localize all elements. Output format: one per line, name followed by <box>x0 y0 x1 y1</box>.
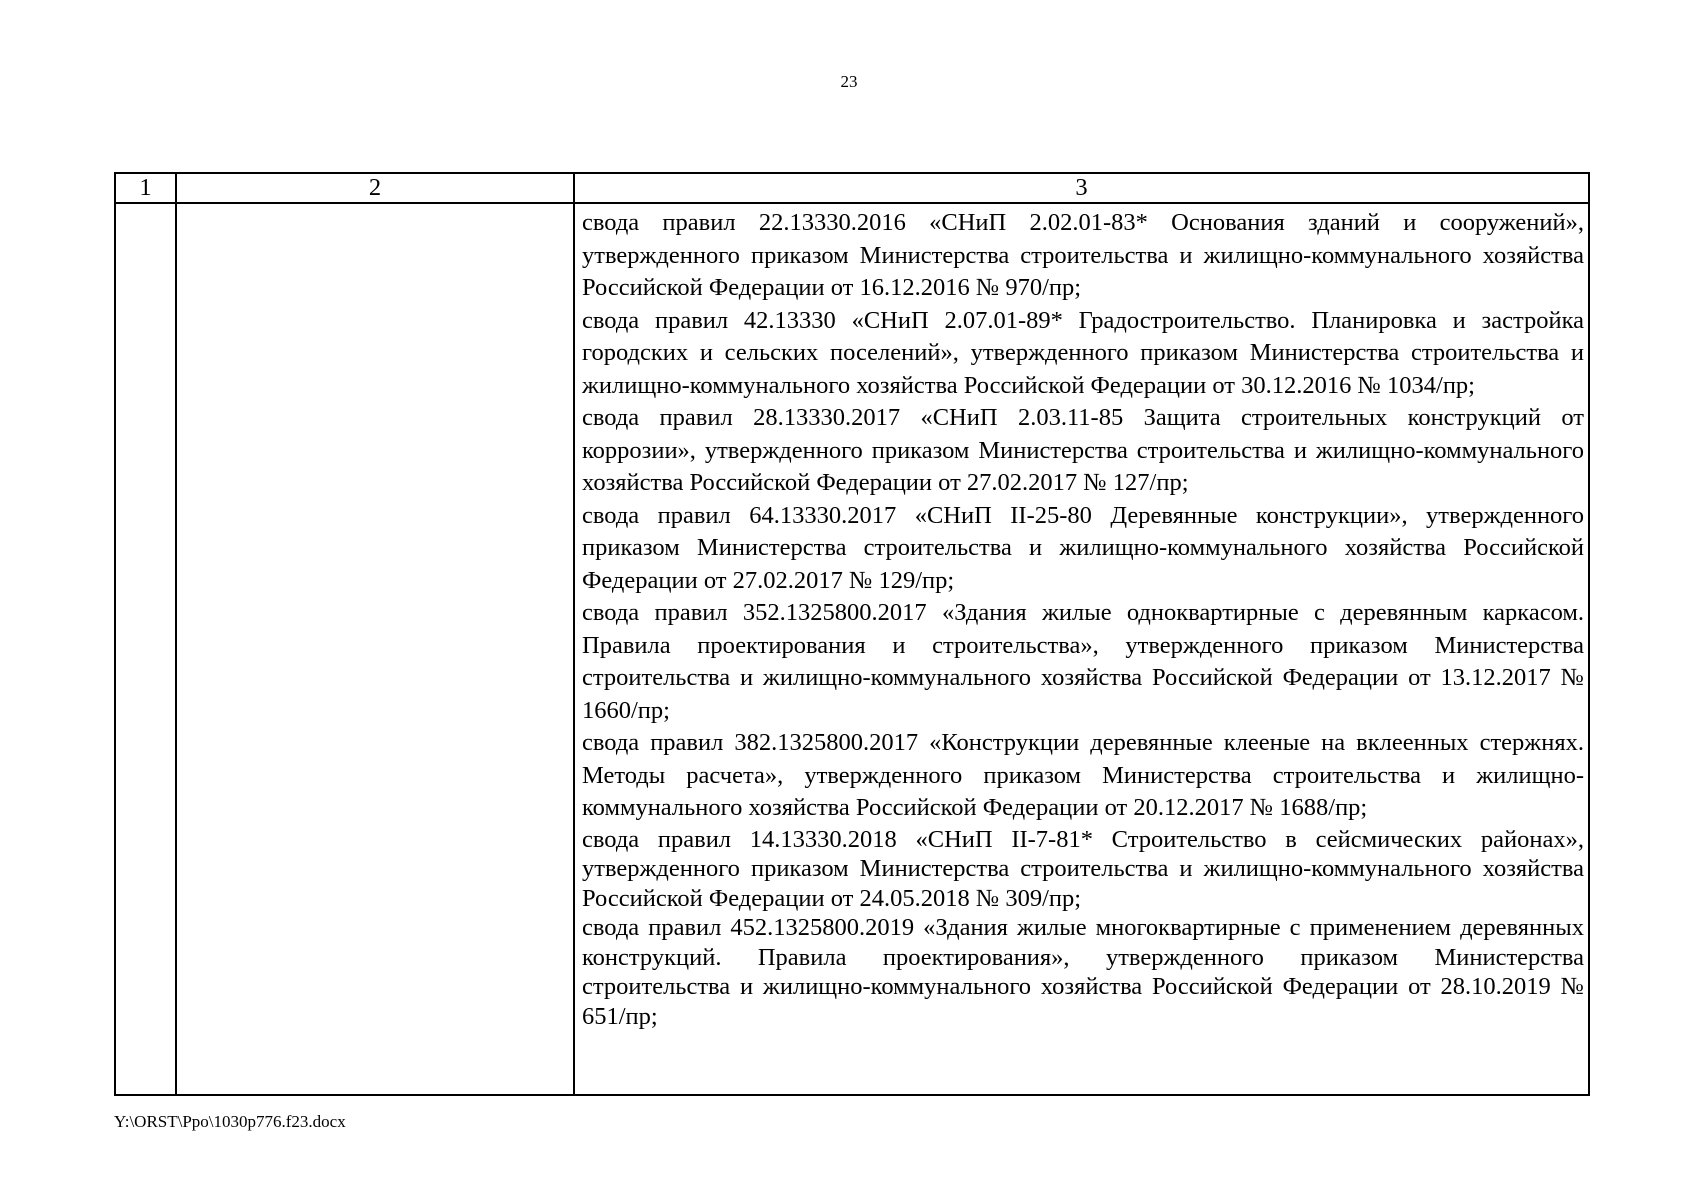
table-row <box>115 203 1589 1095</box>
page-number: 23 <box>840 72 858 91</box>
regulation-entry: свода правил 14.13330.2018 «СНиП II-7-81* Строительство в сейсмических районах», утвержденного приказом Министерства строительства и жилищно-коммунального хозяйства Российской Федерации от 24.05.2018 № 309/пр; <box>582 825 1584 912</box>
regulation-entry: свода правил 28.13330.2017 «СНиП 2.03.11-85 Защита строительных конструкций от коррозии», утвержденного приказом Министерства строительства и жилищно-коммунального хозяйства Российской Федерации от 27.02.2017 № 127/пр; <box>582 404 1584 496</box>
cell-col-2 <box>176 203 574 1095</box>
cell-col-3 <box>574 203 1589 1095</box>
footer-file-path: Y:\ORST\Ppo\1030p776.f23.docx <box>114 1112 346 1131</box>
regulation-entry: свода правил 22.13330.2016 «СНиП 2.02.01-83* Основания зданий и сооружений», утвержденного приказом Министерства строительства и жилищно-коммунального хозяйства Российской Федерации от 16.12.2016 № 970/пр; <box>582 209 1584 301</box>
regulation-entry: свода правил 382.1325800.2017 «Конструкции деревянные клееные на вклеенных стержнях. Методы расчета», утвержденного приказом Министерства строительства и жилищно-коммунального хозяйства Российской Федерации от 20.12.2017 № 1688/пр; <box>582 729 1584 821</box>
regulation-entry: свода правил 64.13330.2017 «СНиП II-25-80 Деревянные конструкции», утвержденного приказом Министерства строительства и жилищно-коммунального хозяйства Российской Федерации от 27.02.2017 № 129/пр; <box>582 501 1584 594</box>
column-header-1: 1 <box>115 173 176 203</box>
column-header-2: 2 <box>176 173 574 203</box>
regulation-entry: свода правил 352.1325800.2017 «Здания жилые одноквартирные с деревянным каркасом. Правила проектирования и строительства», утвержденного приказом Министерства строительства и жилищно-коммунального хозяйства Российской Федерации от 13.12.2017 № 1660/пр; <box>582 599 1584 724</box>
table-header-row <box>115 173 1589 203</box>
regulations-table <box>114 172 1590 1096</box>
regulation-entry: свода правил 42.13330 «СНиП 2.07.01-89* Градостроительство. Планировка и застройка городских и сельских поселений», утвержденного приказом Министерства строительства и жилищно-коммунального хозяйства Российской Федерации от 30.12.2016 № 1034/пр; <box>582 306 1584 399</box>
column-header-3: 3 <box>574 173 1589 203</box>
regulation-entry: свода правил 452.1325800.2019 «Здания жилые многоквартирные с применением деревянных конструкций. Правила проектирования», утвержденного приказом Министерства строительства и жилищно-коммунального хозяйства Российской Федерации от 28.10.2019 № 651/пр; <box>582 914 1584 1030</box>
cell-col-1 <box>115 203 176 1095</box>
